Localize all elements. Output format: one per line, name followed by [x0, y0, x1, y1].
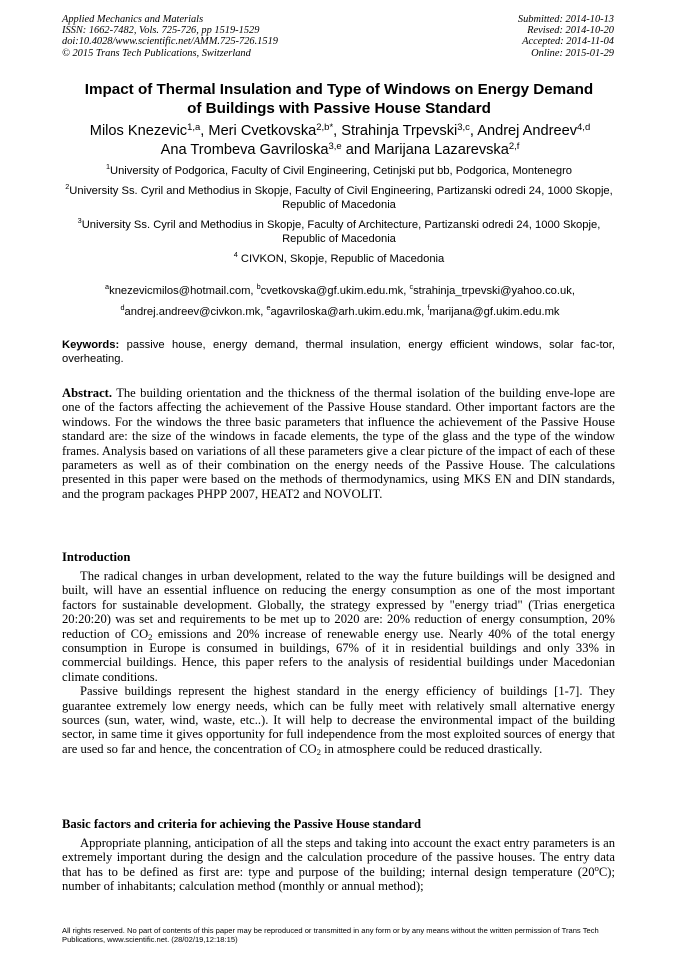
subscript: 2: [148, 631, 153, 642]
email-link[interactable]: andrej.andreev@civkon.mk: [124, 306, 261, 318]
abstract: [62, 386, 615, 501]
author-affiliation-mark: 3,e: [328, 140, 342, 152]
email-separator: ,: [403, 285, 410, 297]
author-name: Marijana Lazarevska: [374, 141, 509, 158]
email-link[interactable]: marijana@gf.ukim.edu.mk: [429, 306, 560, 318]
superscript: o: [594, 862, 599, 873]
affiliation: [58, 184, 620, 212]
affiliation: [58, 164, 620, 178]
author-affiliation-mark: 2,f: [508, 140, 520, 152]
keywords: [62, 338, 615, 366]
author-separator: ,: [469, 123, 478, 139]
email-separator: ,: [250, 285, 257, 297]
affiliation-text: University of Podgorica, Faculty of Civil Engineering, Cetinjski put bb, Podgorica, Montenegro: [110, 165, 573, 177]
emails-line-1: [55, 281, 625, 302]
affiliation-number: 3: [77, 216, 82, 225]
email-mark: b: [256, 282, 261, 291]
paragraph: [62, 684, 615, 756]
authors-line-1: [50, 122, 630, 141]
basic-factors-body: [62, 836, 615, 894]
authors-line-2: [50, 141, 630, 160]
paper-title: [58, 80, 620, 118]
accepted-date: Accepted: 2014-11-04: [522, 36, 614, 48]
keywords-text: passive house, energy demand, thermal insulation, energy efficient windows, solar fac-tor, overheating.: [62, 339, 615, 365]
author-affiliation-mark: 1,a: [187, 122, 201, 133]
affiliation-text: University Ss. Cyril and Methodius in Skopje, Faculty of Civil Engineering, Partizanski odredi 24, 1000 Skopje, Republic of Macedonia: [69, 185, 613, 211]
publication-dates: [518, 14, 614, 59]
revised-date: Revised: 2014-10-20: [527, 25, 614, 37]
author-name: Strahinja Trpevski: [341, 123, 458, 139]
author-affiliation-mark: 3,c: [457, 122, 470, 133]
copyright: © 2015 Trans Tech Publications, Switzerland: [62, 47, 251, 59]
issn: ISSN: 1662-7482, Vols. 725-726, pp 1519-1529: [62, 25, 260, 37]
paragraph-text: C); number of inhabitants; calculation method (monthly or annual method);: [62, 864, 615, 894]
author-separator: ,: [200, 123, 209, 139]
author-name: Andrej Andreev: [477, 123, 578, 139]
title-line-1: Impact of Thermal Insulation and Type of Windows on Energy Demand: [84, 81, 594, 98]
introduction-body: [62, 569, 615, 756]
rights-footer: All rights reserved. No part of contents of this paper may be reproduced or transmitted in any form or by any means without the written permission of Trans Tech Publications, www.scientific.net. (28/02/19,12:18:15): [62, 926, 599, 944]
affiliation-number: 1: [105, 162, 110, 171]
author-name: Milos Knezevic: [89, 123, 188, 139]
emails-line-2: [55, 302, 625, 323]
journal-name: Applied Mechanics and Materials: [62, 14, 204, 25]
email-separator: ,: [421, 306, 428, 318]
paragraph-text: in atmosphere could be reduced drastically.: [320, 741, 543, 756]
affiliation: [58, 218, 620, 246]
affiliation: [58, 252, 620, 266]
author-name: Meri Cvetkovska: [208, 123, 317, 139]
doi: doi:10.4028/www.scientific.net/AMM.725-726.1519: [62, 36, 278, 48]
paragraph-text: Appropriate planning, anticipation of all the steps and taking into account the exact entry parameters is an extremely important during the design and the calculation procedure of the passive houses. The entry data that has to be defined as first are: type and purpose of the building; internal design temperature (20: [62, 836, 615, 879]
affiliation-number: 4: [233, 250, 238, 259]
email-list: [55, 281, 625, 323]
online-date: Online: 2015-01-29: [531, 47, 614, 59]
journal-info: [62, 14, 278, 59]
abstract-text: The building orientation and the thickness of the thermal isolation of the building enve-lope are one of the factors affecting the achievement of the Passive House standard. Other important factors are the windows. For the windows the three basic parameters that influence the achievement of the Passive House standard are: the size of the windows in facade elements, the type of the glass and the type of the window frames. Analysis based on variations of all these parameters give a clear picture of the impact of each of these parameters as well as of their combination on the energy needs of the Passive House. The calculations presented in this paper were based on the methods of thermodynamics, using MKS EN and DIN standards, and the program packages PHPP 2007, HEAT2 and NOVOLIT.: [62, 386, 615, 501]
email-mark: a: [105, 282, 110, 291]
keywords-label: Keywords:: [62, 339, 120, 351]
email-separator: ,: [260, 306, 267, 318]
author-name: Ana Trombeva Gavriloska: [160, 141, 329, 158]
section-heading-basic-factors: Basic factors and criteria for achieving the Passive House standard: [62, 817, 422, 831]
paragraph-text: Passive buildings represent the highest standard in the energy efficiency of buildings [1-7]. They guarantee extremely low energy needs, which can be fully meet with relatively small alternative energy sources (sun, water, wind, waste, etc..). It will help to decrease the environmental impact of the building sector, in same time it gives opportunity for full independence from the most exploited sources of energy that are used so far and hence, the concentration of CO: [62, 684, 615, 756]
email-mark: e: [266, 303, 271, 312]
section-heading-introduction: Introduction: [62, 550, 131, 564]
abstract-label: Abstract.: [62, 386, 113, 400]
email-mark: f: [427, 303, 430, 312]
affiliation-text: CIVKON, Skopje, Republic of Macedonia: [237, 253, 445, 265]
author-affiliation-mark: 2,b*: [316, 122, 334, 133]
email-link[interactable]: knezevicmilos@hotmail.com: [109, 285, 251, 297]
author-separator: ,: [333, 123, 342, 139]
paragraph-text: The radical changes in urban development, related to the way the future buildings will be designed and built, will have an essential influence on reducing the energy consumption as one of the most important factors for sustainable development. Globally, the strategy expressed by "energy triad" (Trias energetica 20:20:20) was set and requirements to be met up to 2020 are: 20% reduction of energy consumption, 20% reduction of CO: [62, 569, 615, 641]
email-link[interactable]: agavriloska@arh.ukim.edu.mk: [270, 306, 422, 318]
title-line-2: of Buildings with Passive House Standard: [187, 100, 491, 117]
author-separator: and: [341, 141, 375, 158]
submitted-date: Submitted: 2014-10-13: [517, 14, 614, 25]
paragraph: [62, 569, 615, 684]
author-list: [50, 122, 630, 159]
paragraph-text: emissions and 20% increase of renewable energy use. Nearly 40% of the total energy consumption in Europe is consumed in buildings, 67% of it in residential buildings and only 33% in commercial buildings. Hence, this paper refers to the analysis of residential buildings under Macedonian climate conditions.: [62, 626, 615, 684]
affiliation-text: University Ss. Cyril and Methodius in Skopje, Faculty of Architecture, Partizanski odredi 24, 1000 Skopje, Republic of Macedonia: [81, 219, 601, 245]
affiliation-list: [58, 164, 620, 272]
subscript: 2: [316, 746, 321, 757]
affiliation-number: 2: [65, 182, 70, 191]
email-mark: d: [120, 303, 125, 312]
email-link[interactable]: strahinja_trpevski@yahoo.co.uk,: [413, 285, 575, 297]
email-link[interactable]: cvetkovska@gf.ukim.edu.mk: [260, 285, 404, 297]
paragraph: [62, 836, 615, 894]
author-affiliation-mark: 4,d: [577, 122, 591, 133]
email-mark: c: [409, 282, 414, 291]
